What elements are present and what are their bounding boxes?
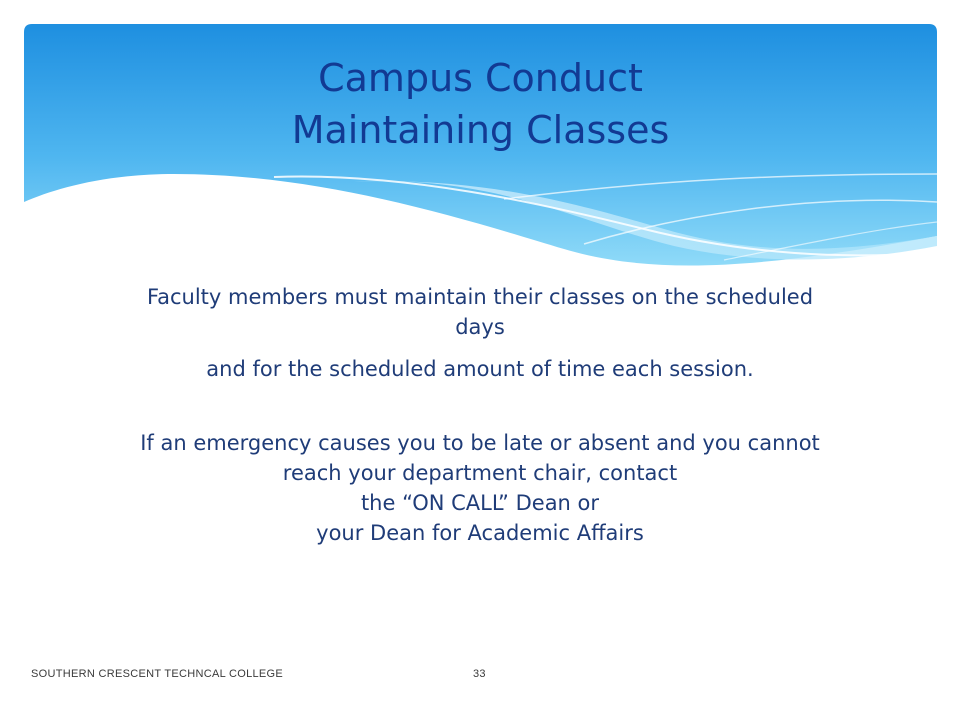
slide-body (40, 282, 920, 548)
slide-title (24, 52, 937, 156)
body-text-line: Faculty members must maintain their classes on the scheduled (146, 285, 814, 309)
body-text-line: reach your department chair, contact (282, 461, 678, 485)
body-text-line: your Dean for Academic Affairs (316, 521, 644, 545)
paragraph-gap (40, 384, 920, 428)
footer-org-name: SOUTHERN CRESCENT TECHNCAL COLLEGE (31, 668, 284, 680)
body-text-line: the “ON CALL” Dean or (360, 491, 600, 515)
body-text-line: If an emergency causes you to be late or absent and you cannot (140, 431, 820, 455)
body-text-line: and for the scheduled amount of time each session. (206, 357, 754, 381)
title-line-2: Maintaining Classes (291, 108, 670, 152)
footer-page-number: 33 (473, 668, 486, 680)
body-text-line: days (455, 315, 505, 339)
title-line-1: Campus Conduct (318, 56, 643, 100)
